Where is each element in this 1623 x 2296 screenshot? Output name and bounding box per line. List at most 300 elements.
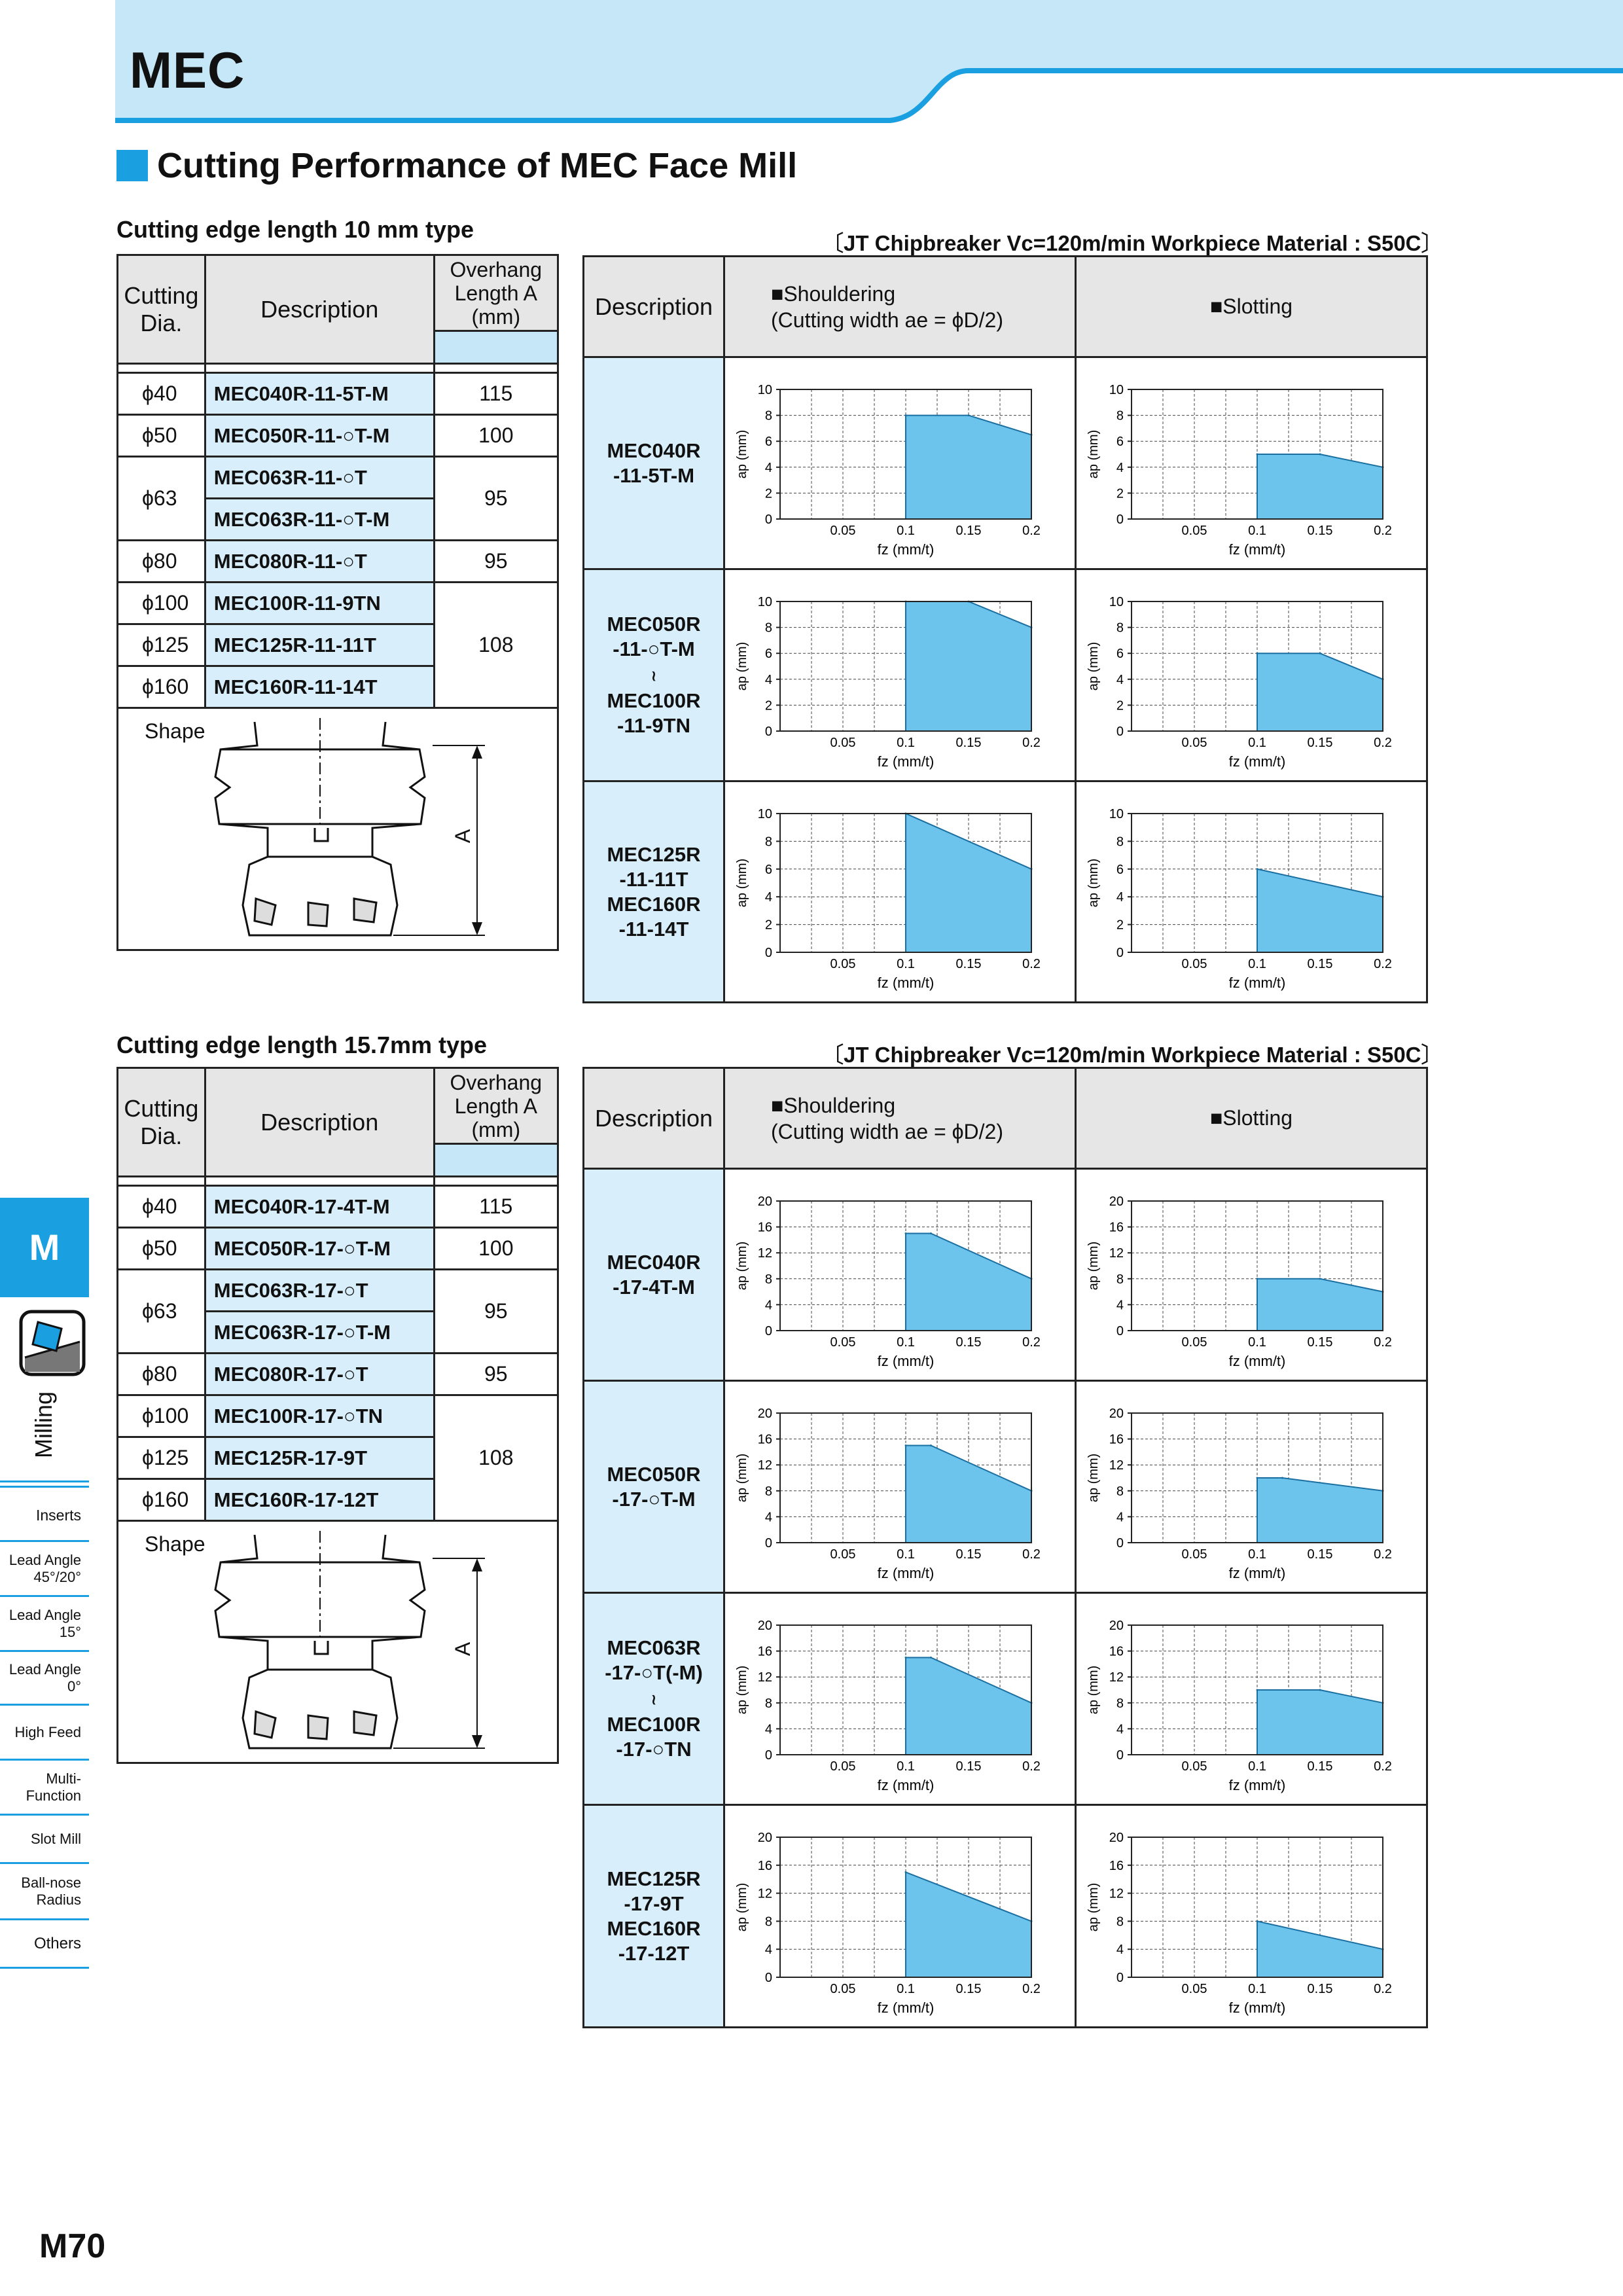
table-cell-desc: MEC063R-11-○T bbox=[205, 457, 434, 499]
data-point bbox=[1257, 652, 1258, 654]
y-axis-label: ap (mm) bbox=[1086, 641, 1101, 691]
side-item-ball-nose-radius[interactable]: Ball-nose Radius bbox=[0, 1864, 89, 1920]
chart-cell bbox=[724, 569, 1076, 781]
performance-area bbox=[906, 601, 1031, 731]
perf-desc-line: -17-12T bbox=[618, 1941, 690, 1965]
x-tick-label: 0.05 bbox=[830, 956, 856, 971]
data-point bbox=[1257, 1689, 1258, 1691]
y-tick-label: 0 bbox=[764, 1970, 772, 1985]
perf-desc-line: ≀ bbox=[651, 668, 657, 684]
data-point bbox=[1257, 868, 1258, 870]
y-tick-label: 8 bbox=[764, 620, 772, 636]
side-tab-m-label: M bbox=[29, 1227, 60, 1268]
x-axis-label: fz (mm/t) bbox=[1228, 541, 1286, 558]
data-point bbox=[1257, 453, 1258, 455]
x-tick-label: 0.15 bbox=[1307, 956, 1333, 971]
y-tick-label: 4 bbox=[764, 1509, 772, 1524]
table-cell-desc: MEC080R-17-○T bbox=[205, 1354, 434, 1395]
chart-b2r1-shoulder bbox=[725, 1171, 1075, 1379]
perf-desc-line: MEC050R bbox=[607, 1462, 701, 1486]
y-tick-label: 0 bbox=[764, 1748, 772, 1763]
x-axis-label: fz (mm/t) bbox=[1228, 1352, 1286, 1369]
y-tick-label: 20 bbox=[1109, 1194, 1124, 1209]
section-title-text: Cutting Performance of MEC Face Mill bbox=[157, 146, 798, 185]
chart-b2r4-slot bbox=[1077, 1807, 1426, 2026]
condition-title-10mm: 〔JT Chipbreaker Vc=120m/min Workpiece Material : S50C〕 bbox=[822, 231, 1443, 255]
x-tick-label: 0.2 bbox=[1374, 1981, 1392, 1996]
col-header-desc: Description bbox=[205, 255, 434, 364]
side-item-high-feed[interactable]: High Feed bbox=[0, 1706, 89, 1761]
condition-title-15mm: 〔JT Chipbreaker Vc=120m/min Workpiece Material : S50C〕 bbox=[822, 1043, 1443, 1067]
table-cell-dia: ϕ50 bbox=[118, 1228, 205, 1270]
y-tick-label: 8 bbox=[764, 1914, 772, 1929]
performance-area bbox=[906, 415, 1031, 518]
y-tick-label: 0 bbox=[1116, 512, 1124, 527]
y-tick-label: 6 bbox=[1116, 646, 1124, 661]
chart-cell bbox=[1076, 1381, 1427, 1593]
perf-table-10mm bbox=[582, 255, 1428, 1003]
table-cell-dia: ϕ100 bbox=[118, 583, 205, 624]
y-tick-label: 4 bbox=[764, 1721, 772, 1736]
table-cell-desc: MEC125R-11-11T bbox=[205, 624, 434, 666]
shape-label: Shape bbox=[145, 1532, 205, 1556]
data-point bbox=[1257, 1477, 1258, 1479]
y-tick-label: 8 bbox=[764, 1484, 772, 1499]
y-axis-label: ap (mm) bbox=[735, 641, 749, 691]
shouldering-sub: (Cutting width ae = ϕD/2) bbox=[771, 308, 1003, 332]
chart-cell bbox=[724, 781, 1076, 1003]
y-tick-label: 16 bbox=[757, 1644, 772, 1659]
table-cell-len: 95 bbox=[434, 541, 558, 583]
perf-col-slotting: ■Slotting bbox=[1076, 1068, 1427, 1169]
side-item-others[interactable]: Others bbox=[0, 1920, 89, 1969]
perf-col-slotting: ■Slotting bbox=[1076, 257, 1427, 357]
data-point bbox=[1281, 1477, 1283, 1479]
side-divider bbox=[0, 1486, 89, 1488]
y-tick-label: 20 bbox=[757, 1618, 772, 1633]
y-tick-label: 10 bbox=[1109, 382, 1124, 397]
section-title bbox=[116, 145, 797, 186]
chart-cell bbox=[1076, 1593, 1427, 1805]
perf-col-desc: Description bbox=[584, 1068, 724, 1169]
chart-cell bbox=[1076, 357, 1427, 569]
performance-area bbox=[1257, 869, 1383, 952]
x-axis-label: fz (mm/t) bbox=[1228, 1564, 1286, 1581]
table-cell-desc: MEC063R-17-○T-M bbox=[205, 1312, 434, 1354]
data-point bbox=[930, 1657, 932, 1659]
y-tick-label: 16 bbox=[757, 1432, 772, 1447]
table-cell-len: 108 bbox=[434, 583, 558, 708]
side-item-lead-angle-45[interactable]: Lead Angle 45°/20° bbox=[0, 1542, 89, 1597]
side-divider bbox=[0, 1480, 89, 1482]
chart-cell bbox=[724, 1805, 1076, 2028]
table-cell-dia: ϕ80 bbox=[118, 541, 205, 583]
x-tick-label: 0.05 bbox=[830, 735, 856, 750]
y-tick-label: 6 bbox=[764, 862, 772, 877]
x-tick-label: 0.05 bbox=[830, 1759, 856, 1774]
data-point bbox=[905, 1232, 907, 1234]
x-tick-label: 0.05 bbox=[830, 1335, 856, 1350]
overhang-label: Overhang Length A bbox=[450, 1070, 543, 1118]
table-cell-len: 95 bbox=[434, 1354, 558, 1395]
y-tick-label: 0 bbox=[1116, 1535, 1124, 1551]
y-tick-label: 4 bbox=[1116, 1509, 1124, 1524]
x-tick-label: 0.1 bbox=[1248, 956, 1266, 971]
performance-area bbox=[1257, 1478, 1383, 1543]
perf-desc-line: -17-○T-M bbox=[612, 1487, 696, 1511]
x-axis-label: fz (mm/t) bbox=[1228, 753, 1286, 770]
cutter-drawing bbox=[118, 709, 557, 947]
overhang-blue-cell bbox=[434, 331, 558, 364]
y-tick-label: 2 bbox=[764, 698, 772, 713]
perf-desc-line: -17-○T(-M) bbox=[605, 1661, 703, 1684]
perf-desc-line: MEC125R bbox=[607, 1867, 701, 1890]
y-tick-label: 8 bbox=[1116, 620, 1124, 636]
table-cell-len: 95 bbox=[434, 1270, 558, 1354]
y-tick-label: 8 bbox=[1116, 834, 1124, 849]
y-tick-label: 8 bbox=[1116, 1914, 1124, 1929]
y-tick-label: 4 bbox=[764, 460, 772, 475]
x-tick-label: 0.15 bbox=[1307, 1759, 1333, 1774]
x-tick-label: 0.05 bbox=[1181, 1981, 1207, 1996]
x-tick-label: 0.05 bbox=[830, 1547, 856, 1562]
side-item-lead-angle-15[interactable]: Lead Angle 15° bbox=[0, 1597, 89, 1652]
performance-area bbox=[1257, 1690, 1383, 1755]
spec-table-15mm bbox=[116, 1067, 559, 1764]
y-tick-label: 8 bbox=[764, 834, 772, 849]
table-cell-desc: MEC100R-11-9TN bbox=[205, 583, 434, 624]
table-cell-dia: ϕ125 bbox=[118, 624, 205, 666]
perf-col-shouldering bbox=[724, 257, 1076, 357]
side-item-slot-mill[interactable]: Slot Mill bbox=[0, 1816, 89, 1864]
data-point bbox=[1319, 453, 1321, 455]
y-tick-label: 8 bbox=[1116, 1484, 1124, 1499]
table-cell-desc: MEC040R-11-5T-M bbox=[205, 373, 434, 415]
y-tick-label: 0 bbox=[764, 1323, 772, 1338]
y-tick-label: 0 bbox=[1116, 1748, 1124, 1763]
x-axis-label: fz (mm/t) bbox=[877, 974, 935, 991]
performance-area bbox=[1257, 1278, 1383, 1330]
spec-table-10mm bbox=[116, 254, 559, 951]
chart-cell bbox=[724, 1593, 1076, 1805]
x-tick-label: 0.15 bbox=[1307, 735, 1333, 750]
x-tick-label: 0.15 bbox=[1307, 1335, 1333, 1350]
dimension-a-label: A bbox=[451, 829, 475, 844]
table-cell-dia: ϕ40 bbox=[118, 1186, 205, 1228]
table-cell-dia: ϕ160 bbox=[118, 666, 205, 708]
x-tick-label: 0.05 bbox=[830, 523, 856, 538]
y-tick-label: 2 bbox=[1116, 698, 1124, 713]
x-tick-label: 0.15 bbox=[955, 956, 982, 971]
overhang-blue-cell bbox=[434, 1144, 558, 1177]
perf-desc-cell bbox=[584, 781, 724, 1003]
x-tick-label: 0.2 bbox=[1374, 1759, 1392, 1774]
y-axis-label: ap (mm) bbox=[1086, 1882, 1101, 1931]
table-cell-dia: ϕ63 bbox=[118, 457, 205, 541]
cutter-drawing bbox=[118, 1522, 557, 1760]
perf-desc-line: MEC160R bbox=[607, 1916, 701, 1940]
y-tick-label: 12 bbox=[1109, 1246, 1124, 1261]
perf-desc-cell bbox=[584, 569, 724, 781]
y-tick-label: 6 bbox=[764, 646, 772, 661]
table-cell-len: 115 bbox=[434, 373, 558, 415]
perf-col-desc: Description bbox=[584, 257, 724, 357]
side-item-inserts[interactable]: Inserts bbox=[0, 1490, 89, 1542]
x-tick-label: 0.15 bbox=[1307, 1981, 1333, 1996]
y-tick-label: 4 bbox=[1116, 1942, 1124, 1957]
table-cell-dia: ϕ100 bbox=[118, 1395, 205, 1437]
shouldering-sub: (Cutting width ae = ϕD/2) bbox=[771, 1119, 1003, 1143]
y-tick-label: 0 bbox=[1116, 724, 1124, 739]
chart-cell bbox=[724, 1381, 1076, 1593]
y-tick-label: 6 bbox=[1116, 862, 1124, 877]
x-axis-label: fz (mm/t) bbox=[1228, 974, 1286, 991]
perf-desc-line: ≀ bbox=[651, 1691, 657, 1708]
shouldering-label: ■Shouldering bbox=[771, 281, 896, 306]
chart-b2r1-slot bbox=[1077, 1171, 1426, 1379]
y-tick-label: 0 bbox=[1116, 945, 1124, 960]
x-tick-label: 0.2 bbox=[1022, 1759, 1041, 1774]
table-cell-desc: MEC100R-17-○TN bbox=[205, 1395, 434, 1437]
page-title: MEC bbox=[130, 41, 245, 99]
performance-area bbox=[1257, 653, 1383, 731]
perf-desc-line: MEC050R bbox=[607, 613, 701, 636]
perf-desc-cell bbox=[584, 1593, 724, 1805]
x-tick-label: 0.2 bbox=[1022, 1547, 1041, 1562]
chart-b1r2-slot bbox=[1077, 571, 1426, 780]
y-tick-label: 2 bbox=[764, 918, 772, 933]
y-tick-label: 10 bbox=[757, 594, 772, 609]
x-tick-label: 0.15 bbox=[955, 1759, 982, 1774]
table-cell-desc: MEC063R-17-○T bbox=[205, 1270, 434, 1312]
x-axis-label: fz (mm/t) bbox=[877, 1999, 935, 2016]
table-cell-dia: ϕ125 bbox=[118, 1437, 205, 1479]
data-point bbox=[1319, 1278, 1321, 1280]
perf-desc-line: MEC100R bbox=[607, 689, 701, 712]
perf-desc-line: -17-○TN bbox=[616, 1738, 692, 1761]
perf-desc-cell bbox=[584, 1169, 724, 1381]
col-header-dia: Cutting Dia. bbox=[118, 1068, 205, 1177]
y-tick-label: 8 bbox=[764, 1272, 772, 1287]
x-tick-label: 0.05 bbox=[830, 1981, 856, 1996]
x-tick-label: 0.1 bbox=[897, 1547, 915, 1562]
y-tick-label: 4 bbox=[764, 1942, 772, 1957]
x-tick-label: 0.1 bbox=[897, 1759, 915, 1774]
perf-desc-line: MEC040R bbox=[607, 1250, 701, 1274]
chart-b1r1-shoulder bbox=[725, 359, 1075, 567]
y-axis-label: ap (mm) bbox=[735, 1665, 749, 1714]
y-tick-label: 10 bbox=[1109, 594, 1124, 609]
data-point bbox=[1257, 1278, 1258, 1280]
y-tick-label: 4 bbox=[1116, 1721, 1124, 1736]
y-tick-label: 4 bbox=[1116, 672, 1124, 687]
y-tick-label: 20 bbox=[1109, 1406, 1124, 1421]
performance-area bbox=[1257, 454, 1383, 519]
y-axis-label: ap (mm) bbox=[735, 1882, 749, 1931]
x-tick-label: 0.05 bbox=[1181, 523, 1207, 538]
dimension-a-label: A bbox=[451, 1641, 475, 1657]
chart-b2r2-slot bbox=[1077, 1383, 1426, 1591]
y-tick-label: 4 bbox=[1116, 1297, 1124, 1312]
table-cell-desc: MEC050R-11-○T-M bbox=[205, 415, 434, 457]
x-tick-label: 0.2 bbox=[1022, 956, 1041, 971]
data-point bbox=[905, 1657, 907, 1659]
y-axis-label: ap (mm) bbox=[735, 858, 749, 907]
table-cell-desc: MEC050R-17-○T-M bbox=[205, 1228, 434, 1270]
chart-b2r4-shoulder bbox=[725, 1807, 1075, 2026]
perf-desc-line: MEC100R bbox=[607, 1713, 701, 1736]
x-tick-label: 0.15 bbox=[955, 735, 982, 750]
x-axis-label: fz (mm/t) bbox=[877, 753, 935, 770]
y-tick-label: 12 bbox=[757, 1886, 772, 1901]
side-category-label: Milling bbox=[30, 1391, 57, 1459]
perf-desc-line: -11-5T-M bbox=[613, 463, 695, 487]
perf-desc-line: -11-14T bbox=[618, 917, 689, 941]
x-tick-label: 0.15 bbox=[1307, 1547, 1333, 1562]
chart-b2r3-shoulder bbox=[725, 1595, 1075, 1803]
type-title-10mm: Cutting edge length 10 mm type bbox=[116, 216, 474, 243]
data-point bbox=[1319, 1689, 1321, 1691]
section-square-icon bbox=[116, 150, 148, 181]
y-tick-label: 4 bbox=[1116, 889, 1124, 905]
y-tick-label: 4 bbox=[1116, 460, 1124, 475]
col-header-overhang bbox=[434, 255, 558, 331]
perf-desc-line: -11-○T-M bbox=[613, 637, 695, 660]
y-axis-label: ap (mm) bbox=[1086, 1453, 1101, 1502]
table-cell-len: 100 bbox=[434, 415, 558, 457]
side-item-multi-function[interactable]: Multi-Function bbox=[0, 1761, 89, 1816]
x-tick-label: 0.2 bbox=[1022, 1981, 1041, 1996]
perf-table-15mm bbox=[582, 1067, 1428, 2028]
x-tick-label: 0.1 bbox=[897, 956, 915, 971]
shape-label: Shape bbox=[145, 719, 205, 743]
x-axis-label: fz (mm/t) bbox=[877, 541, 935, 558]
x-tick-label: 0.1 bbox=[1248, 735, 1266, 750]
y-axis-label: ap (mm) bbox=[735, 1453, 749, 1502]
y-tick-label: 16 bbox=[757, 1858, 772, 1873]
chart-b1r1-slot bbox=[1077, 359, 1426, 567]
y-axis-label: ap (mm) bbox=[1086, 1241, 1101, 1290]
chart-b1r2-shoulder bbox=[725, 571, 1075, 780]
x-axis-label: fz (mm/t) bbox=[877, 1564, 935, 1581]
x-tick-label: 0.2 bbox=[1374, 1547, 1392, 1562]
chart-cell bbox=[1076, 1805, 1427, 2028]
y-tick-label: 16 bbox=[1109, 1858, 1124, 1873]
y-tick-label: 2 bbox=[1116, 918, 1124, 933]
x-tick-label: 0.2 bbox=[1022, 1335, 1041, 1350]
table-cell-desc: MEC125R-17-9T bbox=[205, 1437, 434, 1479]
x-tick-label: 0.1 bbox=[897, 1335, 915, 1350]
perf-col-shouldering bbox=[724, 1068, 1076, 1169]
table-cell-dia: ϕ40 bbox=[118, 373, 205, 415]
overhang-unit: (mm) bbox=[471, 304, 521, 329]
chart-b2r2-shoulder bbox=[725, 1383, 1075, 1591]
table-cell-len: 100 bbox=[434, 1228, 558, 1270]
data-point bbox=[905, 414, 907, 416]
side-item-lead-angle-0[interactable]: Lead Angle 0° bbox=[0, 1652, 89, 1706]
y-tick-label: 4 bbox=[764, 889, 772, 905]
y-tick-label: 2 bbox=[764, 486, 772, 501]
y-tick-label: 2 bbox=[1116, 486, 1124, 501]
shape-cell bbox=[118, 1521, 558, 1763]
x-tick-label: 0.1 bbox=[1248, 523, 1266, 538]
y-tick-label: 8 bbox=[764, 1696, 772, 1711]
perf-desc-line: MEC063R bbox=[607, 1636, 701, 1659]
x-tick-label: 0.05 bbox=[1181, 1335, 1207, 1350]
milling-icon bbox=[18, 1309, 86, 1377]
chart-cell bbox=[1076, 781, 1427, 1003]
y-axis-label: ap (mm) bbox=[735, 1241, 749, 1290]
table-cell-desc: MEC160R-11-14T bbox=[205, 666, 434, 708]
y-tick-label: 16 bbox=[1109, 1432, 1124, 1447]
y-tick-label: 20 bbox=[757, 1830, 772, 1845]
chart-cell bbox=[1076, 569, 1427, 781]
x-tick-label: 0.15 bbox=[1307, 523, 1333, 538]
x-tick-label: 0.05 bbox=[1181, 1759, 1207, 1774]
x-tick-label: 0.05 bbox=[1181, 1547, 1207, 1562]
chart-b1r3-slot bbox=[1077, 783, 1426, 1001]
x-tick-label: 0.2 bbox=[1374, 1335, 1392, 1350]
y-tick-label: 12 bbox=[757, 1458, 772, 1473]
y-tick-label: 4 bbox=[764, 672, 772, 687]
overhang-unit: (mm) bbox=[471, 1117, 521, 1141]
y-axis-label: ap (mm) bbox=[1086, 1665, 1101, 1714]
table-cell-desc: MEC040R-17-4T-M bbox=[205, 1186, 434, 1228]
y-tick-label: 16 bbox=[1109, 1644, 1124, 1659]
x-axis-label: fz (mm/t) bbox=[1228, 1776, 1286, 1793]
perf-desc-line: MEC125R bbox=[607, 842, 701, 866]
x-tick-label: 0.1 bbox=[1248, 1759, 1266, 1774]
chart-cell bbox=[724, 1169, 1076, 1381]
y-tick-label: 8 bbox=[1116, 408, 1124, 423]
overhang-label: Overhang Length A bbox=[450, 257, 543, 305]
perf-desc-line: MEC040R bbox=[607, 439, 701, 462]
y-tick-label: 6 bbox=[764, 434, 772, 449]
perf-desc-line: -11-11T bbox=[619, 867, 688, 891]
y-tick-label: 0 bbox=[1116, 1323, 1124, 1338]
y-tick-label: 12 bbox=[1109, 1670, 1124, 1685]
x-tick-label: 0.1 bbox=[1248, 1981, 1266, 1996]
perf-desc-line: -17-9T bbox=[624, 1892, 684, 1915]
chart-b2r3-slot bbox=[1077, 1595, 1426, 1803]
col-header-overhang bbox=[434, 1068, 558, 1144]
table-cell-dia: ϕ63 bbox=[118, 1270, 205, 1354]
perf-desc-cell bbox=[584, 357, 724, 569]
table-cell-len: 95 bbox=[434, 457, 558, 541]
y-tick-label: 12 bbox=[1109, 1458, 1124, 1473]
y-tick-label: 12 bbox=[1109, 1886, 1124, 1901]
y-tick-label: 0 bbox=[764, 724, 772, 739]
table-cell-dia: ϕ50 bbox=[118, 415, 205, 457]
y-tick-label: 0 bbox=[764, 945, 772, 960]
chart-b1r3-shoulder bbox=[725, 783, 1075, 1001]
x-axis-label: fz (mm/t) bbox=[877, 1352, 935, 1369]
type-title-15mm: Cutting edge length 15.7mm type bbox=[116, 1031, 488, 1058]
table-cell-desc: MEC160R-17-12T bbox=[205, 1479, 434, 1521]
x-tick-label: 0.15 bbox=[955, 1547, 982, 1562]
y-axis-label: ap (mm) bbox=[735, 429, 749, 478]
data-point bbox=[930, 1232, 932, 1234]
y-tick-label: 0 bbox=[1116, 1970, 1124, 1985]
x-tick-label: 0.2 bbox=[1022, 735, 1041, 750]
perf-desc-cell bbox=[584, 1381, 724, 1593]
data-point bbox=[968, 414, 970, 416]
col-header-desc: Description bbox=[205, 1068, 434, 1177]
shouldering-label: ■Shouldering bbox=[771, 1093, 896, 1117]
data-point bbox=[1257, 1920, 1258, 1922]
y-tick-label: 10 bbox=[1109, 806, 1124, 821]
shape-cell bbox=[118, 708, 558, 950]
